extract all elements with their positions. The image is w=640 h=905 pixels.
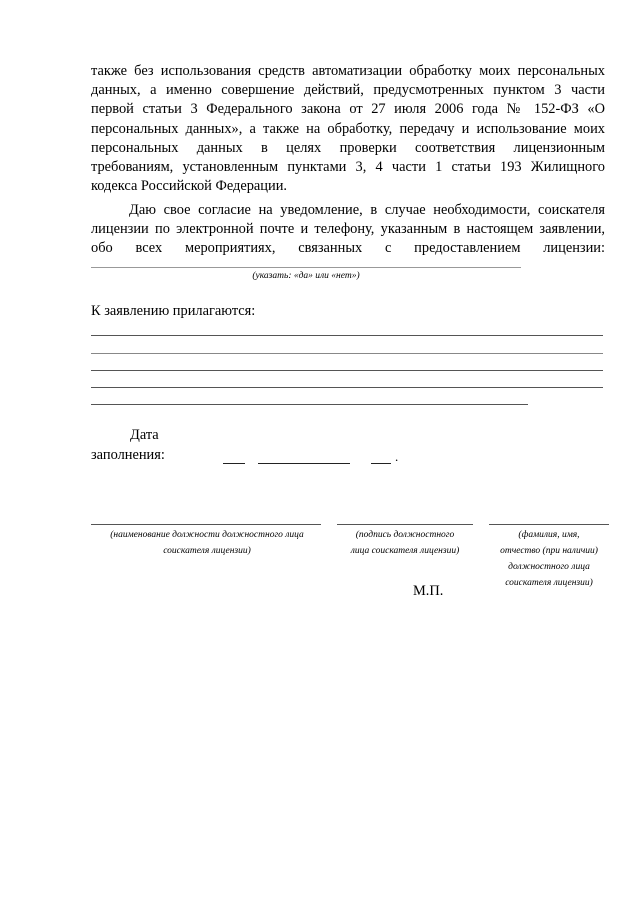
attachments-heading: К заявлению прилагаются: [91, 303, 256, 319]
consent-line: кодекса Российской Федерации. [91, 178, 288, 195]
consent-line: требованиям, установленным пунктами 3, 4 части 1 статьи 193 Жилищного [91, 159, 605, 176]
attachments-line-5[interactable] [91, 404, 528, 405]
signature-hint [334, 527, 476, 559]
attachments-line-3[interactable] [91, 370, 603, 371]
position-hint-line: соискателя лицензии) [163, 546, 251, 556]
date-label: Дата [130, 427, 159, 443]
date-day-field[interactable] [223, 463, 245, 464]
signature-hint-line: лица соискателя лицензии) [350, 546, 460, 556]
consent-line: также без использования средств автоматизации обработку моих персональных [91, 63, 605, 79]
consent-line: персональных данных», а также на обработку, передачу и использование моих [91, 120, 605, 137]
attachments-line-1[interactable] [91, 335, 603, 336]
date-label-continued: заполнения: [91, 447, 165, 463]
full-name-hint-line: соискателя лицензии) [505, 578, 593, 588]
position-hint [91, 527, 323, 559]
consent-paragraph [91, 62, 605, 196]
attachments-line-4[interactable] [91, 387, 603, 388]
consent-line: данных, а именно совершение действий, предусмотренных пунктом 3 части [91, 82, 605, 99]
position-field[interactable] [91, 524, 321, 525]
full-name-hint-line: отчество (при наличии) [500, 546, 598, 556]
full-name-hint [485, 527, 613, 591]
date-year-field[interactable] [371, 463, 391, 464]
full-name-hint-line: (фамилия, имя, [518, 530, 580, 540]
notification-paragraph [91, 201, 605, 259]
position-hint-line: (наименование должности должностного лица [110, 530, 304, 540]
consent-line: персональных данных в целях проверки соответствия лицензионным [91, 139, 605, 156]
attachments-line-2[interactable] [91, 353, 603, 354]
full-name-field[interactable] [489, 524, 609, 525]
seal-label: М.П. [413, 583, 444, 599]
notification-line: лицензии по электронной почте и телефону, указанным в настоящем заявлении, [91, 221, 605, 238]
date-year-suffix: . [395, 449, 399, 464]
signature-hint-line: (подпись должностного [355, 530, 455, 540]
date-month-field[interactable] [258, 463, 350, 464]
signature-field[interactable] [337, 524, 473, 525]
consent-line: первой статьи 3 Федерального закона от 27 июля 2006 года № 152-ФЗ «О [91, 101, 605, 118]
consent-answer-hint: (указать: «да» или «нет») [252, 271, 360, 281]
full-name-hint-line: должностного лица [508, 562, 590, 572]
notification-line: обо всех мероприятиях, связанных с предоставлением лицензии: [91, 240, 605, 257]
notification-line: Даю свое согласие на уведомление, в случае необходимости, соискателя [129, 202, 605, 218]
